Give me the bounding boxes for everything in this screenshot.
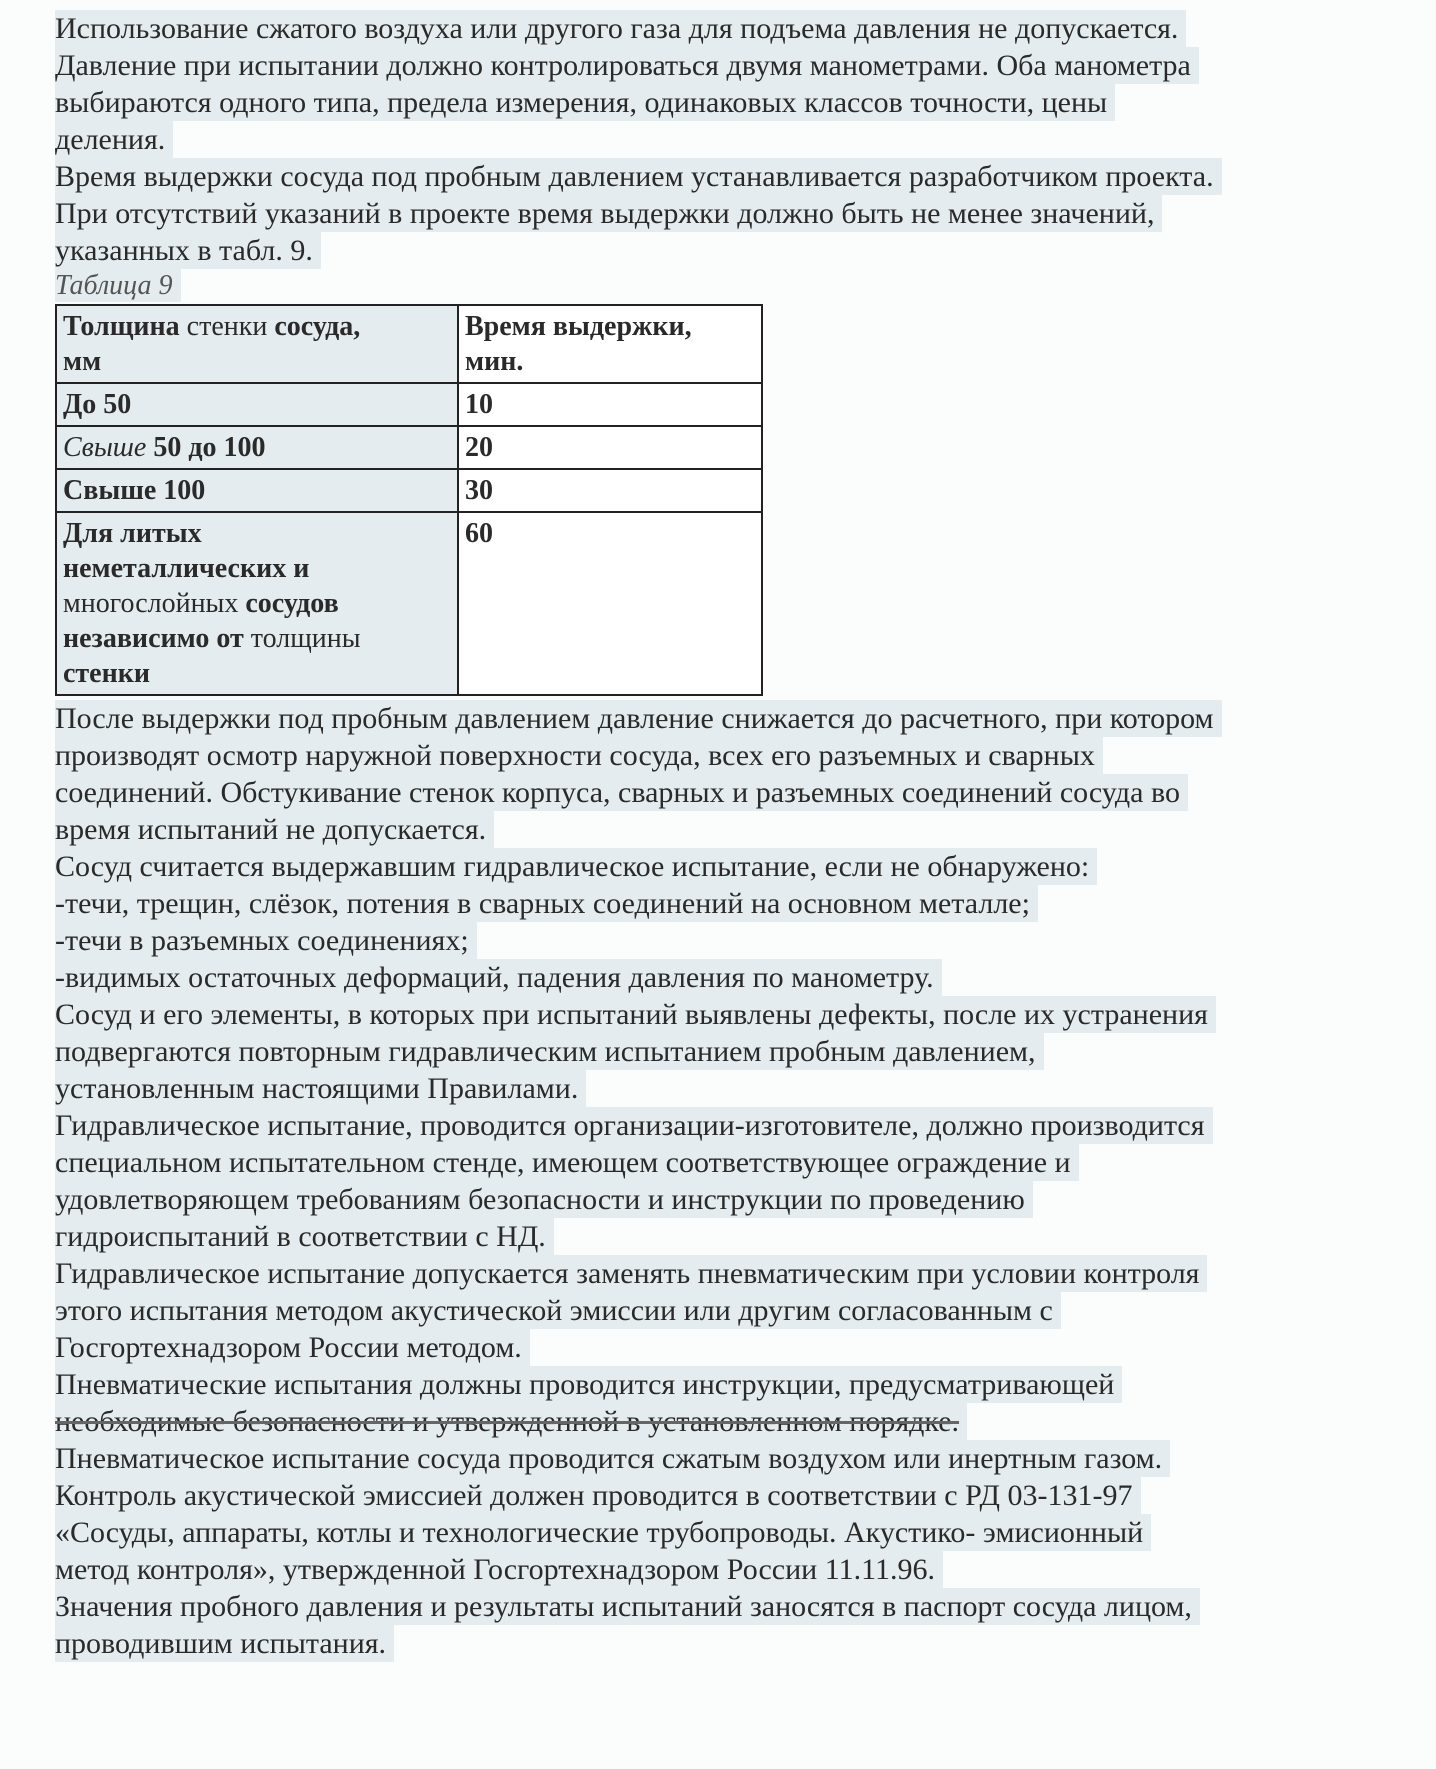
table-cell-label: Свыше 100 xyxy=(56,469,458,512)
text-line: специальном испытательном стенде, имеющем соответствующее ограждение и xyxy=(55,1144,1079,1181)
table-caption-text: Таблица 9 xyxy=(55,269,181,302)
text-line: Использование сжатого воздуха или другого газа для подъема давления не допускается. xyxy=(55,10,1186,47)
text-line: деления. xyxy=(55,121,173,158)
text-line: подвергаются повторным гидравлическим испытанием пробным давлением, xyxy=(55,1033,1044,1070)
table-cell-value: 30 xyxy=(458,469,762,512)
text-line: Сосуд и его элементы, в которых при испытаний выявлены дефекты, после их устранения xyxy=(55,996,1216,1033)
text-line: Гидравлическое испытание допускается заменять пневматическим при условии контроля xyxy=(55,1255,1207,1292)
text-line: выбираются одного типа, предела измерения, одинаковых классов точности, цены xyxy=(55,84,1115,121)
text-line: Пневматические испытания должны проводится инструкции, предусматривающей xyxy=(55,1366,1122,1403)
table-row xyxy=(56,512,762,695)
text-line: Давление при испытании должно контролироваться двумя манометрами. Оба манометра xyxy=(55,47,1199,84)
table-cell-value: 20 xyxy=(458,426,762,469)
header-wall-thickness: Толщина стенки сосуда, мм xyxy=(56,305,458,383)
header-hold-time: Время выдержки, мин. xyxy=(458,305,762,383)
text-line: соединений. Обстукивание стенок корпуса, сварных и разъемных соединений сосуда во xyxy=(55,774,1188,811)
text-line: время испытаний не допускается. xyxy=(55,811,494,848)
text-line: производят осмотр наружной поверхности сосуда, всех его разъемных и сварных xyxy=(55,737,1103,774)
struck-text-line: необходимые безопасности и утвержденной в установленном порядке. xyxy=(55,1403,967,1440)
document-page xyxy=(55,10,1425,1662)
text-line: удовлетворяющем требованиям безопасности и инструкции по проведению xyxy=(55,1181,1033,1218)
table-caption xyxy=(55,269,1425,302)
text-line: Гидравлическое испытание, проводится организации-изготовителе, должно производится xyxy=(55,1107,1213,1144)
table-cell-label: Для литых неметаллических и многослойных сосудов независимо от толщины стенки xyxy=(56,512,458,695)
text-line: этого испытания методом акустической эмиссии или другим согласованным с xyxy=(55,1292,1061,1329)
list-item: -течи в разъемных соединениях; xyxy=(55,922,477,959)
top-text-block xyxy=(55,10,1425,269)
table-cell-value: 10 xyxy=(458,383,762,426)
text-line: проводившим испытания. xyxy=(55,1625,394,1662)
list-item: -течи, трещин, слёзок, потения в сварных соединений на основном металле; xyxy=(55,885,1038,922)
text-line: Госгортехнадзором России методом. xyxy=(55,1329,530,1366)
text-line: Контроль акустической эмиссией должен проводится в соответствии с РД 03-131-97 xyxy=(55,1477,1141,1514)
table-cell-value: 60 xyxy=(458,512,762,695)
table-cell-label: До 50 xyxy=(56,383,458,426)
list-item: -видимых остаточных деформаций, падения давления по манометру. xyxy=(55,959,942,996)
text-line: После выдержки под пробным давлением давление снижается до расчетного, при котором xyxy=(55,700,1222,737)
text-line: указанных в табл. 9. xyxy=(55,232,321,269)
bottom-text-block xyxy=(55,700,1425,1662)
text-line: Пневматическое испытание сосуда проводится сжатым воздухом или инертным газом. xyxy=(55,1440,1170,1477)
text-line: метод контроля», утвержденной Госгортехнадзором России 11.11.96. xyxy=(55,1551,943,1588)
text-line: При отсутствий указаний в проекте время выдержки должно быть не менее значений, xyxy=(55,195,1162,232)
text-line: Значения пробного давления и результаты испытаний заносятся в паспорт сосуда лицом, xyxy=(55,1588,1200,1625)
text-line: «Сосуды, аппараты, котлы и технологические трубопроводы. Акустико- эмисионный xyxy=(55,1514,1151,1551)
text-line: Время выдержки сосуда под пробным давлением устанавливается разработчиком проекта. xyxy=(55,158,1222,195)
text-line: Сосуд считается выдержавшим гидравлическое испытание, если не обнаружено: xyxy=(55,848,1097,885)
text-line: гидроиспытаний в соответствии с НД. xyxy=(55,1218,554,1255)
table-row xyxy=(56,469,762,512)
text-line: установленным настоящими Правилами. xyxy=(55,1070,586,1107)
table-row xyxy=(56,426,762,469)
table-cell-label: Свыше 50 до 100 xyxy=(56,426,458,469)
hold-time-table xyxy=(55,304,763,696)
table-row xyxy=(56,383,762,426)
table-header-row xyxy=(56,305,762,383)
